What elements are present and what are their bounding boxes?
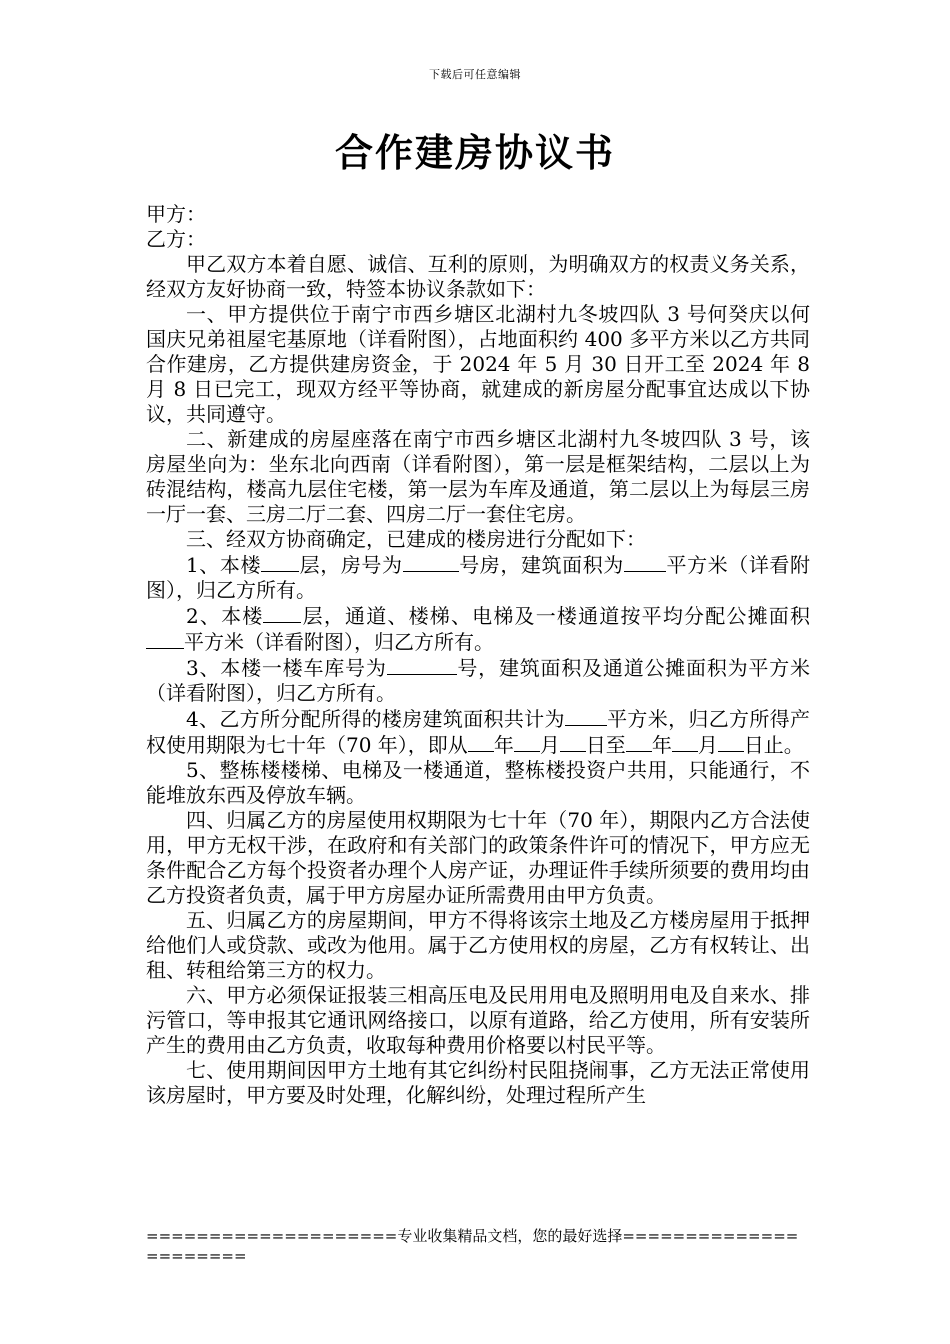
item4-text-c: 年: [493, 733, 514, 757]
item1-text-b: 层，房号为: [299, 553, 403, 577]
floor-blank: [263, 603, 301, 623]
start-year-blank: [468, 732, 494, 752]
item3-text-a: 3、本楼一楼车库号为: [186, 656, 387, 680]
document-body: [146, 202, 810, 1108]
clause-4: 四、归属乙方的房屋使用权期限为七十年（70 年），期限内乙方合法使用，甲方无权干涉，在政府和有关部门的政策条件许可的情况下，甲方应无条件配合乙方每个投资者办理个人房产证，办理证件手续所须要的费用均由乙方投资者负责，属于甲方房屋办证所需费用由甲方负责。: [146, 808, 810, 907]
clause-3: 三、经双方协商确定，已建成的楼房进行分配如下：: [186, 527, 646, 551]
allocation-item-5: 5、整栋楼楼梯、电梯及一楼通道，整栋楼投资户共用，只能通行，不能堆放东西及停放车辆。: [146, 758, 810, 807]
end-month-blank: [672, 732, 698, 752]
item4-text-f: 年: [651, 733, 672, 757]
allocation-item-1: [146, 552, 810, 603]
clause-5: 五、归属乙方的房屋期间，甲方不得将该宗土地及乙方楼房屋用于抵押给他们人或贷款、或改为他用。属于乙方使用权的房屋，乙方有权转让、出租、转租给第三方的权力。: [146, 908, 810, 982]
item4-text-g: 月: [697, 733, 718, 757]
item4-text-e: 日至: [585, 733, 626, 757]
item2-text-b: 层，通道、楼梯、电梯及一楼通道按平均分配公摊面积: [301, 604, 810, 628]
allocation-item-3: [146, 655, 810, 706]
garage-number-blank: [387, 655, 457, 675]
item4-text-d: 月: [539, 733, 560, 757]
item3-text-b: 号，建筑面积及通道公摊面积为平方米（详看附图），归乙方所有。: [146, 656, 810, 705]
item1-text-a: 1、本楼: [186, 553, 262, 577]
shared-area-blank: [146, 629, 184, 649]
intro-paragraph: 甲乙双方本着自愿、诚信、互利的原则，为明确双方的权责义务关系，经双方友好协商一致，特签本协议条款如下：: [146, 252, 810, 301]
end-year-blank: [626, 732, 652, 752]
clause-1: 一、甲方提供位于南宁市西乡塘区北湖村九冬坡四队 3 号何癸庆以何国庆兄弟祖屋宅基原地（详看附图），占地面积约 400 多平方米以乙方共同合作建房，乙方提供建房资金，于 2024 年 5 月 30 日开工至 2024 年 8 月 8 日已完工，现双方经平等协商，就建成的新房屋分配事宜达成以下协议，共同遵守。: [146, 302, 810, 426]
area-blank: [624, 552, 666, 572]
room-number-blank: [403, 552, 459, 572]
document-title: 合作建房协议书: [334, 130, 615, 175]
total-area-blank: [565, 706, 607, 726]
clause-6: 六、甲方必须保证报装三相高压电及民用用电及照明用电及自来水、排污管口，等申报其它通讯网络接口，以原有道路，给乙方使用，所有安装所产生的费用由乙方负责，收取每种费用价格要以村民平等。: [146, 983, 810, 1057]
header-note: 下载后可任意编辑: [429, 68, 521, 81]
item4-text-h: 日止。: [743, 733, 804, 757]
start-month-blank: [514, 732, 540, 752]
party-b-line: 乙方：: [146, 227, 206, 251]
end-day-blank: [718, 732, 744, 752]
item2-text-c: 平方米（详看附图），归乙方所有。: [184, 630, 494, 654]
party-a-line: 甲方：: [146, 202, 206, 226]
allocation-item-2: [146, 603, 810, 655]
item2-text-a: 2、本楼: [186, 604, 264, 628]
clause-7: 七、使用期间因甲方土地有其它纠纷村民阻挠闹事，乙方无法正常使用该房屋时，甲方要及时处理，化解纠纷，处理过程所产生: [146, 1058, 810, 1107]
floor-blank: [261, 552, 299, 572]
item1-text-d: 平方米（详看附图），归乙方所有。: [146, 553, 811, 602]
item4-text-b: 平方米，归乙方所得产权使用期限为七十年（70 年），即从: [146, 707, 810, 757]
item4-text-a: 4、乙方所分配所得的楼房建筑面积共计为: [186, 707, 565, 731]
clause-2: 二、新建成的房屋座落在南宁市西乡塘区北湖村九冬坡四队 3 号，该房屋坐向为：坐东北向西南（详看附图），第一层是框架结构，二层以上为砖混结构，楼高九层住宅楼，第一层为车库及通道，第二层以上为每层三房一厅一套、三房二厅二套、四房二厅一套住宅房。: [146, 427, 810, 526]
item1-text-c: 号房，建筑面积为: [458, 553, 624, 577]
allocation-item-4: [146, 706, 810, 758]
footer-note: ====================专业收集精品文档，您的最好选择======================: [146, 1227, 799, 1265]
start-day-blank: [560, 732, 586, 752]
